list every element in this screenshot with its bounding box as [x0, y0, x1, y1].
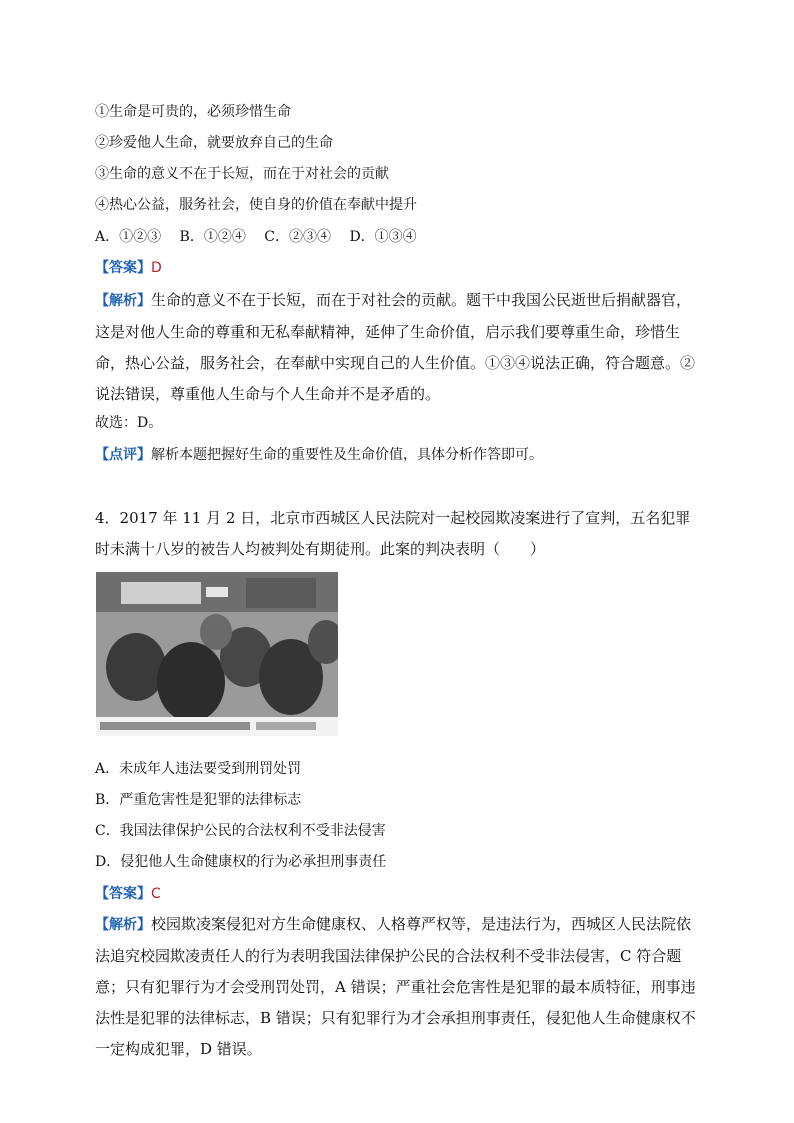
answer-value: C	[151, 886, 161, 902]
q3-option-1: ①生命是可贵的，必须珍惜生命	[95, 104, 291, 120]
q3-comment	[95, 446, 543, 464]
analysis-tag: 【解析】	[95, 293, 151, 309]
q4-answer	[95, 885, 161, 903]
analysis-text: 校园欺凌案侵犯对方生命健康权、人格尊严权等，是违法行为，西城区人民法院依法追究校园欺凌责任人的行为表明我国法律保护公民的合法权利不受非法侵害，C 符合题意；只有犯罪行为才会受刑罚处罚，A 错误；严重社会危害性是犯罪的最本质特征，刑事违法性是犯罪的法律标志，B 错误；只有犯罪行为才会承担刑事责任，侵犯他人生命健康权不一定构成犯罪，D 错误。	[95, 915, 696, 1058]
q3-analysis	[95, 285, 700, 410]
q4-option-b: B．严重危害性是犯罪的法律标志	[95, 792, 302, 808]
answer-value: D	[151, 260, 162, 276]
comment-text: 解析本题把握好生命的重要性及生命价值，具体分析作答即可。	[151, 447, 543, 463]
answer-tag: 【答案】	[95, 260, 151, 276]
q3-option-3: ③生命的意义不在于长短，而在于对社会的贡献	[95, 166, 389, 182]
q4-analysis	[95, 909, 700, 1065]
analysis-tag: 【解析】	[95, 917, 151, 933]
q3-select: 故选：D。	[95, 415, 163, 431]
analysis-text: 生命的意义不在于长短，而在于对社会的贡献。题干中我国公民逝世后捐献器官，这是对他人生命的尊重和无私奉献精神，延伸了生命价值，启示我们要尊重生命，珍惜生命，热心公益，服务社会，在奉献中实现自己的人生价值。①③④说法正确，符合题意。②说法错误，尊重他人生命与个人生命并不是矛盾的。	[95, 291, 696, 403]
q3-option-2: ②珍爱他人生命，就要放弃自己的生命	[95, 135, 333, 151]
q3-option-4: ④热心公益，服务社会，使自身的价值在奉献中提升	[95, 197, 417, 213]
q4-option-a: A．未成年人违法要受到刑罚处罚	[95, 761, 302, 777]
q4-option-d: D．侵犯他人生命健康权的行为必承担刑事责任	[95, 854, 387, 870]
courtroom-photo	[96, 572, 338, 736]
answer-tag: 【答案】	[95, 886, 151, 902]
q4-stem: 4．2017 年 11 月 2 日，北京市西城区人民法院对一起校园欺凌案进行了宣判，五名犯罪时未满十八岁的被告人均被判处有期徒刑。此案的判决表明（ ）	[95, 509, 691, 558]
q4-option-c: C．我国法律保护公民的合法权利不受非法侵害	[95, 823, 386, 839]
comment-tag: 【点评】	[95, 447, 151, 463]
q3-answer	[95, 259, 162, 277]
q3-choices: A．①②③ B．①②④ C．②③④ D．①③④	[95, 229, 417, 245]
